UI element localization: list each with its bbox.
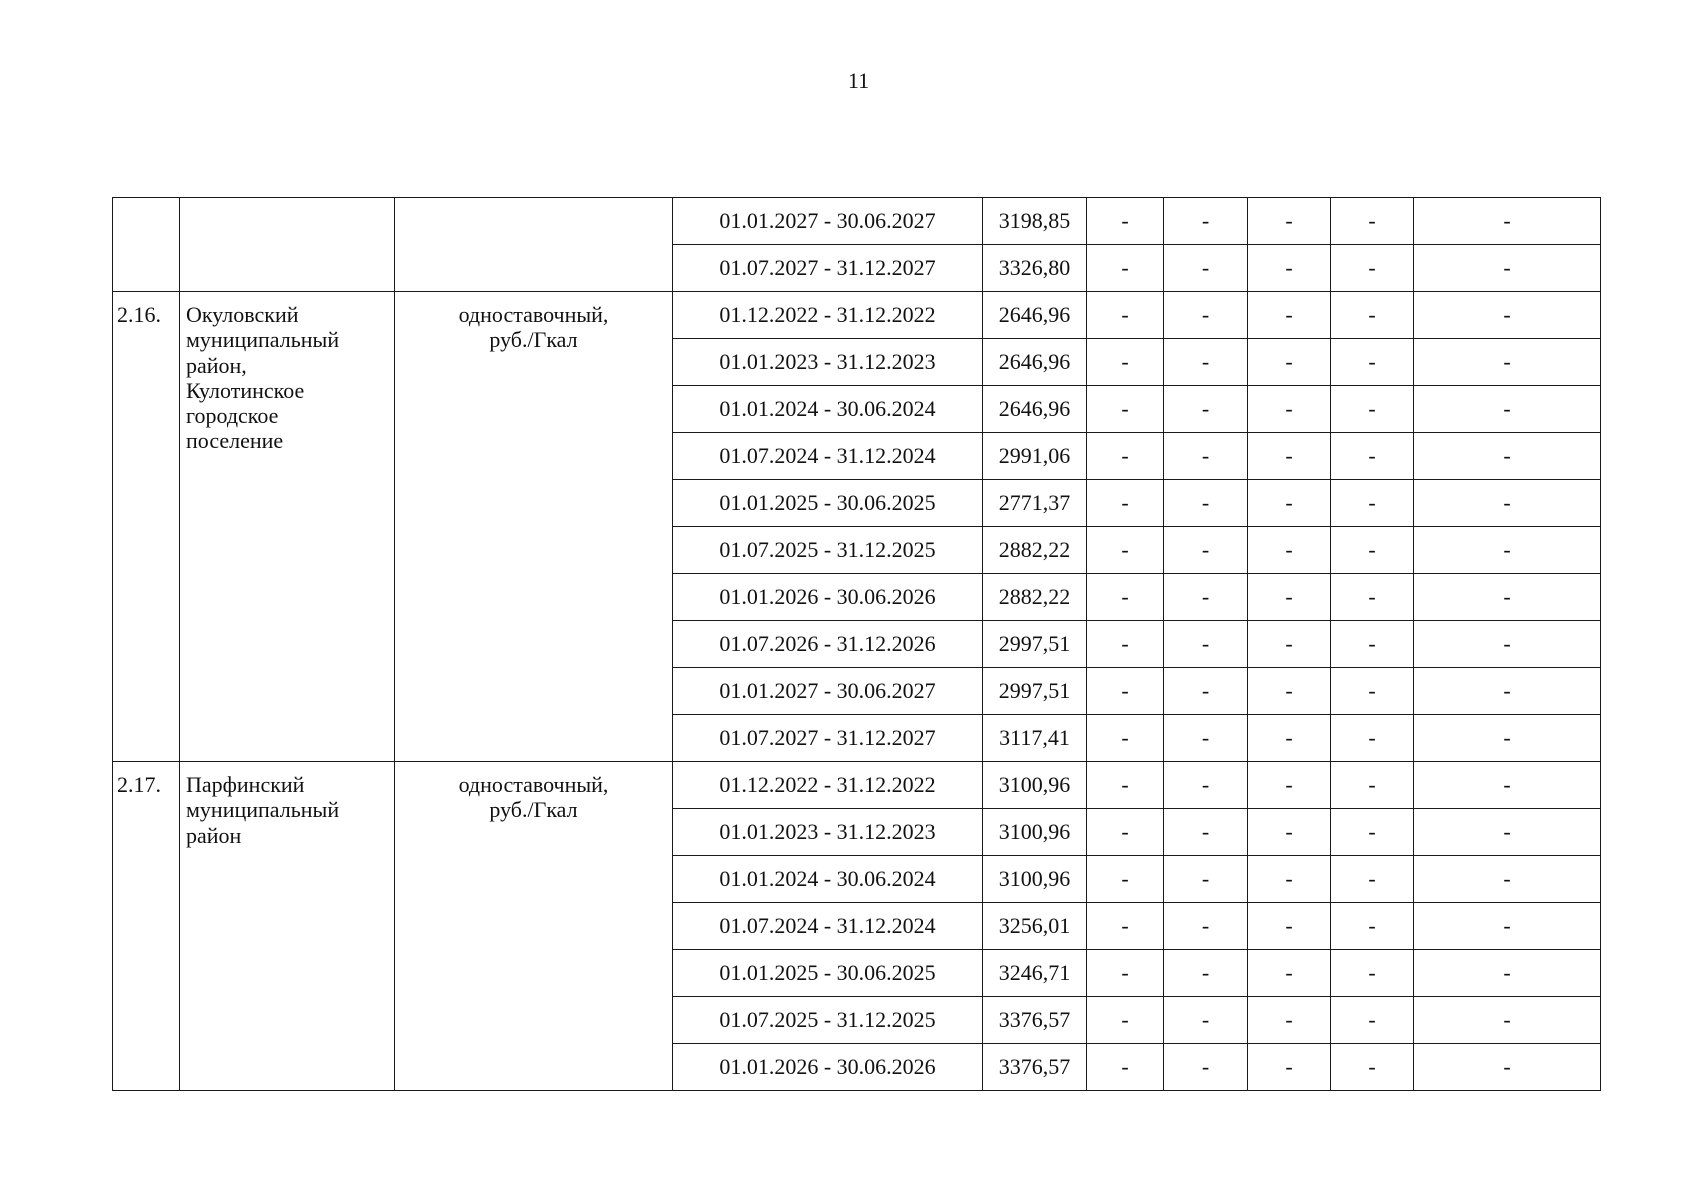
empty-value-cell: - [1087,339,1164,386]
empty-value-cell: - [1414,292,1601,339]
tariff-type [395,198,673,292]
period-cell: 01.01.2025 - 30.06.2025 [673,480,983,527]
empty-value-cell: - [1248,339,1331,386]
table-row [113,198,1601,245]
empty-value-cell: - [1331,668,1414,715]
empty-value-cell: - [1414,339,1601,386]
municipality-name-line: район, [186,352,247,378]
municipality-name [180,762,395,1091]
tariff-type-line: одноставочный, [458,302,609,327]
municipality-name-line: Окуловский [186,302,299,327]
empty-value-cell: - [1248,903,1331,950]
tariff-type-line: одноставочный, [458,772,609,797]
empty-value-cell: - [1164,903,1248,950]
tariff-value-cell: 2646,96 [983,339,1087,386]
empty-value-cell: - [1164,950,1248,997]
period-cell: 01.01.2027 - 30.06.2027 [673,198,983,245]
empty-value-cell: - [1164,1044,1248,1091]
municipality-name-line: район [186,822,242,848]
period-cell: 01.12.2022 - 31.12.2022 [673,762,983,809]
empty-value-cell: - [1087,762,1164,809]
empty-value-cell: - [1248,245,1331,292]
empty-value-cell: - [1414,762,1601,809]
municipality-name-line: Кулотинское [186,377,305,403]
empty-value-cell: - [1331,903,1414,950]
empty-value-cell: - [1248,856,1331,903]
empty-value-cell: - [1331,1044,1414,1091]
period-cell: 01.01.2024 - 30.06.2024 [673,386,983,433]
empty-value-cell: - [1164,668,1248,715]
empty-value-cell: - [1331,339,1414,386]
empty-value-cell: - [1248,997,1331,1044]
municipality-name-line: муниципальный [186,327,340,353]
empty-value-cell: - [1331,527,1414,574]
empty-value-cell: - [1248,574,1331,621]
empty-value-cell: - [1164,386,1248,433]
empty-value-cell: - [1087,715,1164,762]
empty-value-cell: - [1087,950,1164,997]
empty-value-cell: - [1331,292,1414,339]
tariff-value-cell: 3376,57 [983,997,1087,1044]
empty-value-cell: - [1414,997,1601,1044]
empty-value-cell: - [1331,715,1414,762]
empty-value-cell: - [1331,621,1414,668]
empty-value-cell: - [1087,621,1164,668]
empty-value-cell: - [1414,245,1601,292]
empty-value-cell: - [1331,574,1414,621]
empty-value-cell: - [1248,715,1331,762]
empty-value-cell: - [1087,997,1164,1044]
empty-value-cell: - [1414,809,1601,856]
empty-value-cell: - [1331,480,1414,527]
tariff-table-body [113,198,1601,1091]
empty-value-cell: - [1087,1044,1164,1091]
item-number: 2.17. [113,762,180,1091]
empty-value-cell: - [1331,433,1414,480]
empty-value-cell: - [1087,856,1164,903]
empty-value-cell: - [1331,809,1414,856]
empty-value-cell: - [1248,668,1331,715]
empty-value-cell: - [1087,527,1164,574]
tariff-value-cell: 3100,96 [983,856,1087,903]
empty-value-cell: - [1087,245,1164,292]
tariff-value-cell: 2997,51 [983,621,1087,668]
page-number: 11 [847,68,870,93]
empty-value-cell: - [1414,668,1601,715]
period-cell: 01.01.2025 - 30.06.2025 [673,950,983,997]
empty-value-cell: - [1248,433,1331,480]
empty-value-cell: - [1414,574,1601,621]
municipality-name [180,198,395,292]
item-number: 2.16. [113,292,180,762]
tariff-value-cell: 2997,51 [983,668,1087,715]
tariff-value-cell: 2646,96 [983,386,1087,433]
period-cell: 01.07.2024 - 31.12.2024 [673,903,983,950]
empty-value-cell: - [1414,433,1601,480]
empty-value-cell: - [1248,1044,1331,1091]
period-cell: 01.01.2023 - 31.12.2023 [673,339,983,386]
empty-value-cell: - [1087,668,1164,715]
empty-value-cell: - [1164,856,1248,903]
empty-value-cell: - [1087,480,1164,527]
tariff-type [395,292,673,762]
tariff-value-cell: 3117,41 [983,715,1087,762]
empty-value-cell: - [1414,903,1601,950]
municipality-name-line: муниципальный [186,797,340,823]
empty-value-cell: - [1164,997,1248,1044]
period-cell: 01.07.2027 - 31.12.2027 [673,715,983,762]
empty-value-cell: - [1164,621,1248,668]
tariff-value-cell: 3326,80 [983,245,1087,292]
empty-value-cell: - [1331,997,1414,1044]
tariff-type-line: руб./Гкал [489,327,578,353]
empty-value-cell: - [1164,715,1248,762]
empty-value-cell: - [1164,574,1248,621]
period-cell: 01.12.2022 - 31.12.2022 [673,292,983,339]
period-cell: 01.01.2027 - 30.06.2027 [673,668,983,715]
period-cell: 01.07.2024 - 31.12.2024 [673,433,983,480]
empty-value-cell: - [1414,527,1601,574]
empty-value-cell: - [1087,292,1164,339]
empty-value-cell: - [1248,292,1331,339]
tariff-value-cell: 2882,22 [983,574,1087,621]
empty-value-cell: - [1331,245,1414,292]
empty-value-cell: - [1248,950,1331,997]
empty-value-cell: - [1414,621,1601,668]
empty-value-cell: - [1414,950,1601,997]
tariff-table [112,197,1601,1091]
empty-value-cell: - [1248,480,1331,527]
empty-value-cell: - [1087,198,1164,245]
empty-value-cell: - [1248,762,1331,809]
tariff-value-cell: 2882,22 [983,527,1087,574]
empty-value-cell: - [1248,386,1331,433]
empty-value-cell: - [1164,433,1248,480]
empty-value-cell: - [1248,527,1331,574]
empty-value-cell: - [1331,386,1414,433]
tariff-value-cell: 2646,96 [983,292,1087,339]
tariff-value-cell: 2771,37 [983,480,1087,527]
empty-value-cell: - [1164,292,1248,339]
tariff-value-cell: 3376,57 [983,1044,1087,1091]
empty-value-cell: - [1331,762,1414,809]
period-cell: 01.01.2024 - 30.06.2024 [673,856,983,903]
empty-value-cell: - [1248,198,1331,245]
empty-value-cell: - [1087,809,1164,856]
item-number [113,198,180,292]
empty-value-cell: - [1164,527,1248,574]
empty-value-cell: - [1414,198,1601,245]
period-cell: 01.07.2025 - 31.12.2025 [673,997,983,1044]
empty-value-cell: - [1164,339,1248,386]
tariff-value-cell: 3246,71 [983,950,1087,997]
empty-value-cell: - [1087,574,1164,621]
empty-value-cell: - [1414,856,1601,903]
empty-value-cell: - [1414,480,1601,527]
empty-value-cell: - [1164,809,1248,856]
period-cell: 01.07.2025 - 31.12.2025 [673,527,983,574]
tariff-value-cell: 3100,96 [983,809,1087,856]
municipality-name-line: поселение [186,428,284,454]
empty-value-cell: - [1087,386,1164,433]
empty-value-cell: - [1248,621,1331,668]
tariff-value-cell: 3256,01 [983,903,1087,950]
empty-value-cell: - [1414,715,1601,762]
empty-value-cell: - [1331,198,1414,245]
municipality-name-line: Парфинский [186,772,305,797]
table-row [113,292,1601,339]
empty-value-cell: - [1087,433,1164,480]
empty-value-cell: - [1414,386,1601,433]
period-cell: 01.01.2026 - 30.06.2026 [673,1044,983,1091]
empty-value-cell: - [1164,762,1248,809]
tariff-type-line: руб./Гкал [489,797,578,823]
period-cell: 01.07.2027 - 31.12.2027 [673,245,983,292]
empty-value-cell: - [1087,903,1164,950]
municipality-name-line: городское [186,403,279,429]
empty-value-cell: - [1331,856,1414,903]
empty-value-cell: - [1331,950,1414,997]
empty-value-cell: - [1164,245,1248,292]
empty-value-cell: - [1414,1044,1601,1091]
empty-value-cell: - [1164,198,1248,245]
period-cell: 01.01.2026 - 30.06.2026 [673,574,983,621]
empty-value-cell: - [1248,809,1331,856]
municipality-name [180,292,395,762]
tariff-value-cell: 2991,06 [983,433,1087,480]
table-row [113,762,1601,809]
period-cell: 01.01.2023 - 31.12.2023 [673,809,983,856]
tariff-value-cell: 3198,85 [983,198,1087,245]
empty-value-cell: - [1164,480,1248,527]
tariff-type [395,762,673,1091]
period-cell: 01.07.2026 - 31.12.2026 [673,621,983,668]
tariff-value-cell: 3100,96 [983,762,1087,809]
